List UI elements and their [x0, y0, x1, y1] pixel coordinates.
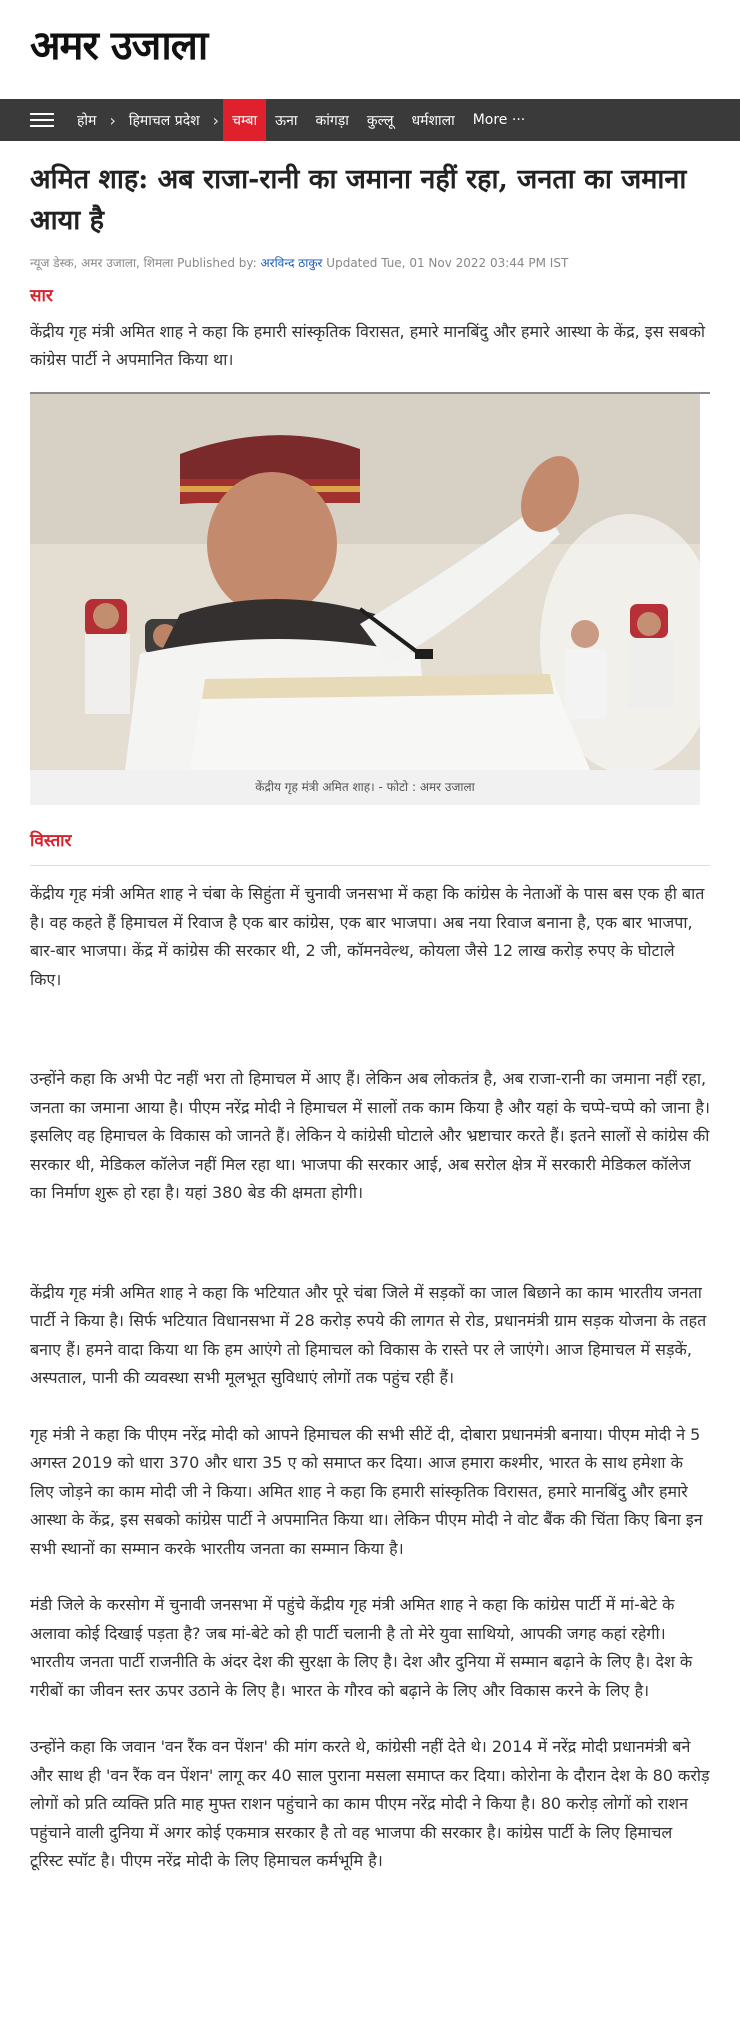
summary-label: सार	[30, 286, 53, 306]
article-headline: अमित शाह: अब राजा-रानी का जमाना नहीं रहा, जनता का जमाना आया है	[30, 164, 687, 236]
article-paragraph: उन्होंने कहा कि अभी पेट नहीं भरा तो हिमाचल में आए हैं। लेकिन अब लोकतंत्र है, अब राजा-रानी का जमाना नहीं रहा, जनता का जमाना आया है। पीएम नरेंद्र मोदी ने हिमाचल में सालों तक काम किया है और यहां के चप्पे-चप्पे को जाना है। इसलिए वह हिमाचल के विकास को जानते हैं। लेकिन ये कांग्रेसी घोटाले और भ्रष्टाचार करते हैं। इतने सालों से कांग्रेस की सरकार थी, मेडिकल कॉलेज नहीं मिल रहा था। भाजपा की सरकार आई, अब सरोल क्षेत्र में सरकारी मेडिकल कॉलेज का निर्माण शुरू हो रहा है। यहां 380 बेड की क्षमता होगी।	[30, 1069, 711, 1202]
nav-kullu[interactable]: कुल्लू	[366, 112, 394, 129]
site-logo[interactable]: अमर उजाला	[30, 22, 208, 69]
article-photo[interactable]	[30, 394, 700, 770]
nav-una[interactable]: ऊना	[275, 112, 298, 129]
hamburger-menu-icon[interactable]	[30, 99, 54, 141]
chevron-right-icon: ›	[109, 110, 116, 130]
article-figure	[30, 394, 700, 805]
nav-dharamshala[interactable]: धर्मशाला	[411, 112, 455, 129]
nav-home[interactable]: होम	[77, 112, 97, 129]
divider	[30, 865, 710, 866]
author-link[interactable]: अरविन्द ठाकुर	[260, 256, 323, 270]
article-paragraph: मंडी जिले के करसोग में चुनावी जनसभा में पहुंचे केंद्रीय गृह मंत्री अमित शाह ने कहा कि कांग्रेस पार्टी में मां-बेटे के अलावा कोई दिखाई पड़ता है? जब मां-बेटे को ही पार्टी चलानी है तो मेरे युवा साथियो, आपकी जगह कहां रहेगी। भारतीय जनता पार्टी राजनीति के अंदर देश की सुरक्षा के लिए है। देश और दुनिया में सम्मान बढ़ाने के लिए है। देश के गरीबों का जीवन स्तर ऊपर उठाने के लिए है। भारत के गौरव को बढ़ाने के लिए और विकास करने के लिए है।	[30, 1595, 693, 1700]
article-paragraph: उन्होंने कहा कि जवान 'वन रैंक वन पेंशन' की मांग करते थे, कांग्रेसी नहीं देते थे। 2014 में नरेंद्र मोदी प्रधानमंत्री बने और साथ ही 'वन रैंक वन पेंशन' लागू कर 40 साल पुराना मसला समाप्त कर दिया। कोरोना के दौरान देश के 80 करोड़ लोगों को प्रति व्यक्ति प्रति माह मुफ्त राशन पहुंचाने का काम पीएम नरेंद्र मोदी ने किया है। 80 करोड़ लोगों को राशन पहुंचाने वाली दुनिया में अगर कोई एकमात्र सरकार है तो वह भाजपा की सरकार है। कांग्रेस पार्टी के लिए हिमाचल टूरिस्ट स्पॉट है। पीएम नरेंद्र मोदी के लिए हिमाचल कर्मभूमि है।	[30, 1737, 710, 1870]
updated-timestamp: Updated Tue, 01 Nov 2022 03:44 PM IST	[326, 256, 569, 270]
masthead	[0, 0, 740, 99]
article-paragraph: गृह मंत्री ने कहा कि पीएम नरेंद्र मोदी को आपने हिमाचल की सभी सीटें दी, दोबारा प्रधानमंत्री बनाया। पीएम मोदी ने 5 अगस्त 2019 को धारा 370 और धारा 35 ए को समाप्त कर दिया। आज हमारा कश्मीर, भारत के साथ हमेशा के लिए जोड़ने का काम मोदी जी ने किया। अमित शाह ने कहा कि हमारी सांस्कृतिक विरासत, हमारे मानबिंदु और हमारे आस्था के केंद्र, इस सबको कांग्रेस पार्टी ने अपमानित किया था। लेकिन पीएम मोदी ने वोट बैंक की चिंता किए बिना इन सभी स्थानों का सम्मान करके भारतीय जनता का सम्मान किया है।	[30, 1424, 703, 1558]
article-summary: केंद्रीय गृह मंत्री अमित शाह ने कहा कि हमारी सांस्कृतिक विरासत, हमारे मानबिंदु और हमारे आस्था के केंद्र, इस सबको कांग्रेस पार्टी ने अपमानित किया था।	[30, 322, 705, 369]
main-navbar	[0, 99, 740, 141]
byline-source: न्यूज डेस्क, अमर उजाला, शिमला Published by:	[30, 256, 257, 270]
photo-caption: केंद्रीय गृह मंत्री अमित शाह। - फोटो : अमर उजाला	[255, 780, 475, 794]
nav-chamba[interactable]: चम्बा	[223, 99, 266, 141]
article-paragraph: केंद्रीय गृह मंत्री अमित शाह ने कहा कि भटियात और पूरे चंबा जिले में सड़कों का जाल बिछाने का काम भारतीय जनता पार्टी ने किया है। सिर्फ भटियात विधानसभा में 28 करोड़ रुपये की लागत से रोड, प्रधानमंत्री ग्राम सड़क योजना के तहत बनाए हैं। हमने वादा किया था कि हम आएंगे तो हिमाचल को विकास के रास्ते पर ले जाएंगे। आज हिमाचल में सड़कें, अस्पताल, पानी की व्यवस्था सभी मूलभूत सुविधाएं लोगों तक पहुंच रही हैं।	[30, 1282, 707, 1387]
nav-more[interactable]: More ···	[472, 112, 526, 128]
detail-label: विस्तार	[30, 831, 72, 851]
article-paragraph: केंद्रीय गृह मंत्री अमित शाह ने चंबा के सिहुंता में चुनावी जनसभा में कहा कि कांग्रेस के नेताओं के पास बस एक ही बात है। वह कहते हैं हिमाचल में रिवाज है एक बार कांग्रेस, एक बार भाजपा। अब नया रिवाज बनाना है, एक बार भाजपा, बार-बार भाजपा। केंद्र में कांग्रेस की सरकार थी, 2 जी, कॉमनवेल्थ, कोयला जैसे 12 लाख करोड़ रुपए के घोटाले किए।	[30, 884, 705, 989]
article-byline	[30, 255, 710, 271]
nav-kangra[interactable]: कांगड़ा	[315, 112, 349, 129]
article	[0, 159, 740, 1876]
chevron-right-icon: ›	[212, 110, 220, 130]
nav-himachal-pradesh[interactable]: हिमाचल प्रदेश	[128, 112, 200, 129]
